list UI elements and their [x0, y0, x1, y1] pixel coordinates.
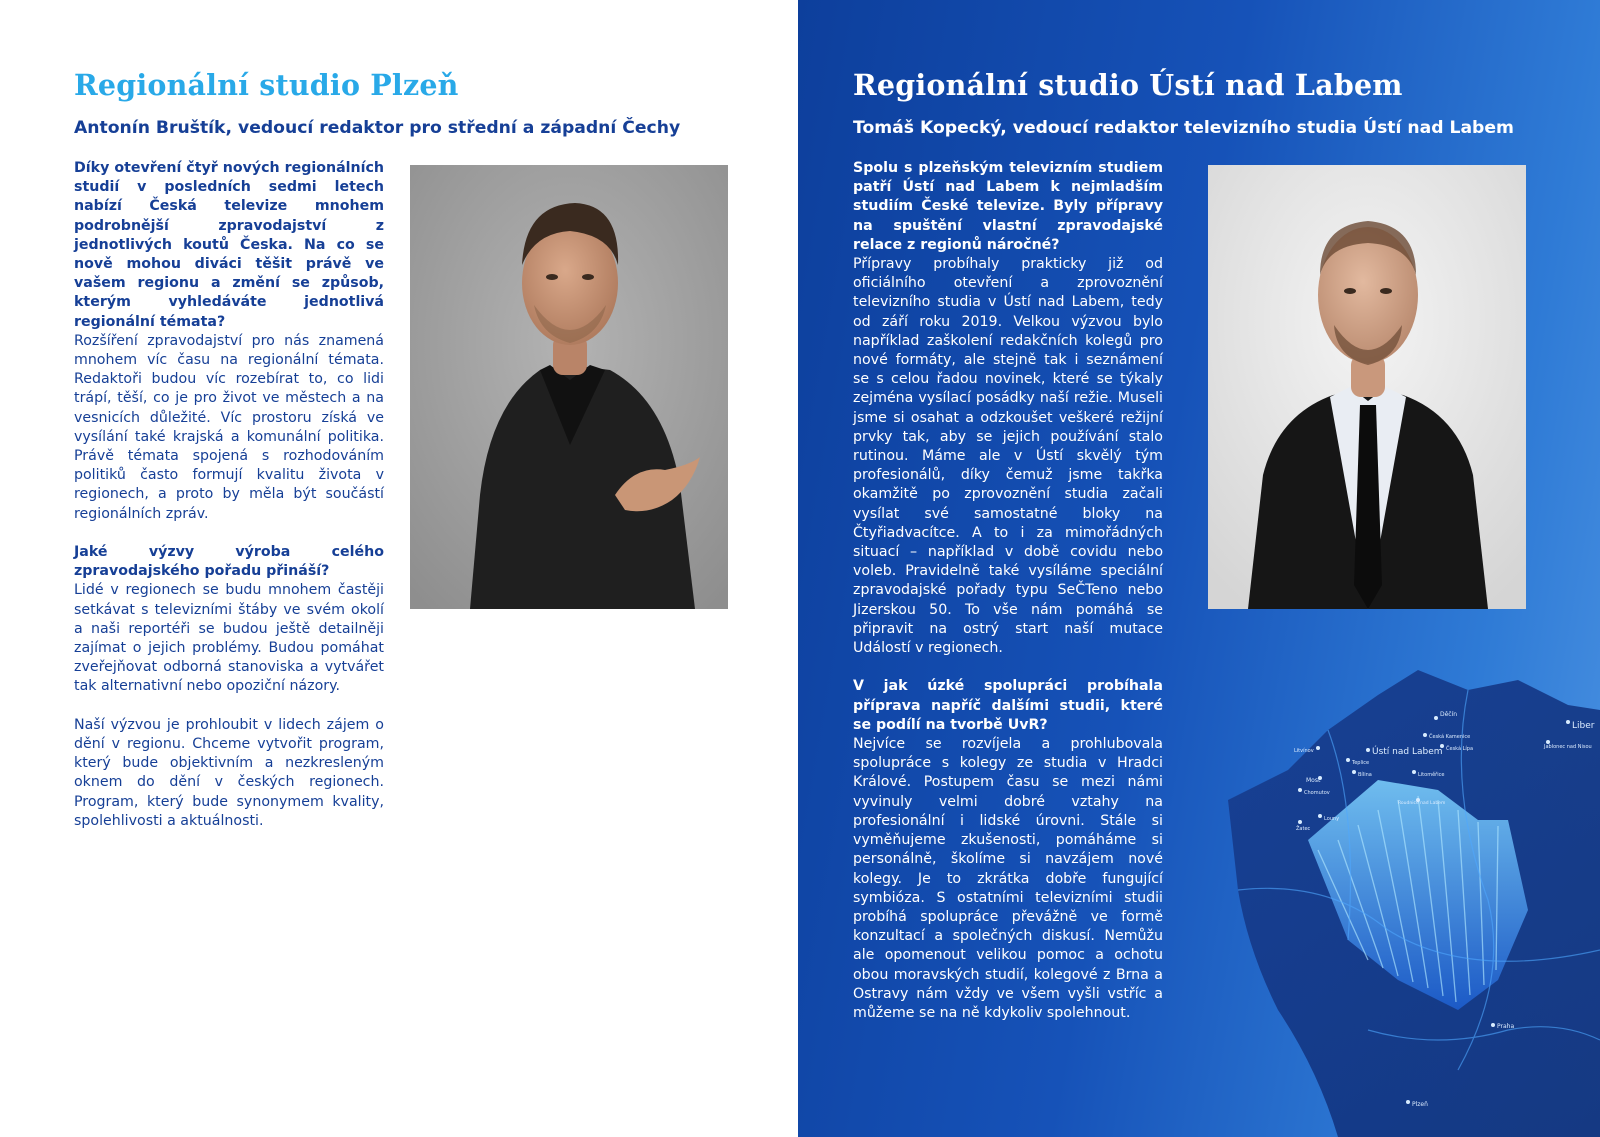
map-label-teplice: Teplice [1352, 760, 1370, 766]
map-label-jablonec: Jablonec nad Nisou [1544, 744, 1592, 750]
answer-1: Rozšíření zpravodajství pro nás znamená mnohem víc času na regionální témata. Redaktoři budou víc rozebírat to, co lidi trápí, těší, co je pro život ve městech a na vesnicích důležité. Víc prostoru získá ve vysílání také krajská a komunální politika. Právě témata spojená s rozhodováním politiků často formují kvalitu života v regionech, a proto by měla být součástí regionálních zpráv. [74, 332, 384, 522]
map-label-roudnice: Roudnice nad Labem [1398, 801, 1446, 806]
map-label-most: Most [1306, 777, 1321, 784]
map-label-zatec: Žatec [1296, 826, 1311, 832]
answer-2: Nejvíce se rozvíjela a prohlubovala spolupráce s kolegy ze studia v Hradci Králové. Postupem času se mezi námi vyvinuly velmi dobré vztahy na profesionální i lidské úrovni. Stále si vyměňujeme zkušenosti, pomáháme si personálně, školíme si navzájem nové kolegy. Je to zkrátka dobře fungující symbióza. S ostatními televizními studii probíhá spolupráce převážně ve formě konzultací a společných diskusí. Nemůžu ale opomenout velikou pomoc a ochotu obou moravských studií, kolegové z Brna a Ostravy nám vždy ve všem vyšli vstříc a můžeme se na ně kdykoliv spolehnout. [853, 736, 1163, 1021]
map-label-praha: Praha [1497, 1023, 1515, 1030]
map-label-litomerice: Litoměřice [1418, 772, 1445, 778]
answer-2: Lidé v regionech se budu mnohem častěji setkávat s televizními štáby ve svém okolí a naši reportéři se budou ještě detailněji zajímat o jejich problémy. Budou pomáhat zveřejňovat odborná stanoviska a vytvářet tak alternativní nebo opoziční názory. [74, 582, 384, 695]
map-label-litvinov: Litvínov [1294, 748, 1314, 754]
page-right-usti [798, 0, 1600, 1137]
map-label-usti: Ústí nad Labem [1372, 747, 1443, 757]
question-1: Díky otevření čtyř nových regionálních studií v posledních sedmi letech nabízí Česká televize mnohem podrobnější zpravodajství z jednotlivých koutů Česka. Na co se nově mohou diváci těšit právě ve vašem regionu a změní se způsob, kterým vyhledáváte jednotlivá regionální témata? [74, 160, 384, 330]
map-label-liber: Liber [1572, 721, 1595, 731]
map-label-plzen: Plzeň [1412, 1101, 1428, 1108]
map-label-ceska-kamenice: Česká Kamenice [1429, 734, 1471, 740]
map-label-bilina: Bílina [1358, 772, 1372, 778]
map-label-ceska-lipa: Česká Lípa [1446, 746, 1474, 752]
map-label-decin: Děčín [1440, 711, 1458, 718]
portrait-photo-kopecky [1208, 165, 1526, 609]
page-title-plzen: Regionální studio Plzeň [74, 68, 459, 102]
czech-map-graphic [1208, 650, 1600, 1137]
subtitle-plzen: Antonín Bruštík, vedoucí redaktor pro střední a západní Čechy [74, 118, 681, 138]
interview-column-plzen [74, 159, 384, 831]
question-2: Jaké výzvy výroba celého zpravodajského pořadu přináší? [74, 544, 384, 580]
map-label-chomutov: Chomutov [1304, 790, 1330, 796]
page-left-plzen [0, 0, 798, 1137]
map-label-louny: Louny [1324, 816, 1340, 822]
answer-3: Naší výzvou je prohloubit v lidech zájem o dění v regionu. Chceme vytvořit program, který bude objektivním a nezkresleným oknem do dění v českých regionech. Program, který bude synonymem kvality, spolehlivosti a aktuálnosti. [74, 716, 384, 829]
question-1: Spolu s plzeňským televizním studiem patří Ústí nad Labem k nejmladším studiím České televize. Byly přípravy na spuštění vlastní zpravodajské relace z regionů náročné? [853, 160, 1163, 253]
interview-column-usti [853, 159, 1163, 1023]
answer-1: Přípravy probíhaly prakticky již od oficiálního otevření a zprovoznění televizního studia v Ústí nad Labem, tedy od září roku 2019. Velkou výzvou bylo například zaškolení redakčních kolegů pro nové formáty, ale stejně tak i seznámení se s celou řadou novinek, které se týkaly zejména vysílací posádky naší režie. Museli jsme si osahat a odzkoušet veškeré režijní prvky tak, aby se jejich používání stalo rutinou. Máme ale v Ústí skvělý tým profesionálů, díky čemuž jsme takřka okamžitě po zprovoznění studia začali vysílat své samostatné bloky na Čtyřiadvacítce. A to i za mimořádných situací – například v době covidu nebo voleb. Pravidelně také vysíláme speciální zpravodajské pořady typu SeČTeno nebo Jizerskou 50. To vše nám pomáhá se připravit na ostrý start naší mutace Událostí v regionech. [853, 256, 1163, 657]
subtitle-usti: Tomáš Kopecký, vedoucí redaktor televizního studia Ústí nad Labem [853, 118, 1514, 138]
question-2: V jak úzké spolupráci probíhala příprava napříč dalšími studii, které se podílí na tvorbě UvR? [853, 678, 1163, 733]
portrait-photo-brustik [410, 165, 728, 609]
page-title-usti: Regionální studio Ústí nad Labem [853, 68, 1403, 102]
